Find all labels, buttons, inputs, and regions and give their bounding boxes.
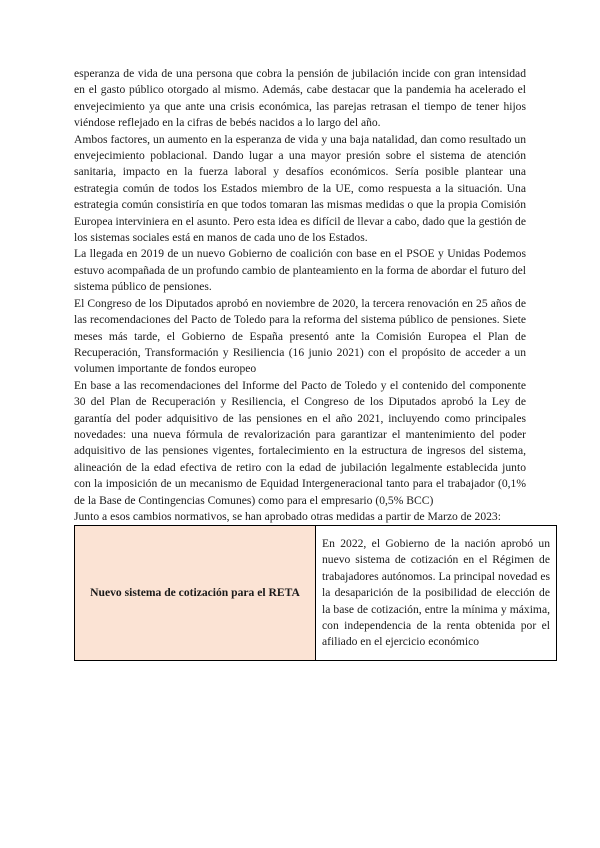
paragraph-pension-law: En base a las recomendaciones del Informe del Pacto de Toledo y el contenido del componente 30 del Plan de Recuperación y Resiliencia, el Congreso de los Diputados aprobó la Ley de garantía del poder adquisitivo de las pensiones en el año 2021, incluyendo como principales novedades: una nueva fórmula de revalorización para garantizar el mantenimiento del poder adquisitivo de las pensiones vigentes, fortalecimiento en la estructura de ingresos del sistema, alineación de la edad efectiva de retiro con la edad de jubilación legalmente establecida junto con la imposición de un mecanismo de Equidad Intergeneracional tanto para el trabajador (0,1% de la Base de Contingencias Comunes) como para el empresario (0,5% BCC) bbox=[74, 378, 526, 507]
paragraph-aging-population: Ambos factores, un aumento en la esperanza de vida y una baja natalidad, dan como resultado un envejecimiento poblacional. Dando lugar a una mayor presión sobre el sistema de atención sanitaria, impacto en la fuerza laboral y desafíos económicos. Sería posible plantear una estrategia común de todos los Estados miembro de la UE, como respuesta a la situación. Una estrategia común consistiría en que todos tomaran las mismas medidas o que la propia Comisión Europea interviniera en el asunto. Pero esta idea es difícil de llevar a cabo, dado que la gestión de los sistemas sociales está en manos de cada uno de los Estados. bbox=[74, 132, 526, 245]
paragraph-life-expectancy: esperanza de vida de una persona que cobra la pensión de jubilación incide con gran intensidad en el gasto público otorgado al mismo. Además, cabe destacar que la pandemia ha acelerado el envejecimiento ya que ante una crisis económica, las parejas retrasan el tiempo de tener hijos viéndose reflejado en la cifras de bebés nacidos a lo largo del año. bbox=[74, 67, 526, 130]
document-body bbox=[74, 66, 550, 661]
paragraph-coalition-government: La llegada en 2019 de un nuevo Gobierno de coalición con base en el PSOE y Unidas Podemos estuvo acompañada de un profundo cambio de planteamiento en la forma de abordar el futuro del sistema público de pensiones. bbox=[74, 247, 526, 294]
paragraph-other-measures: Junto a esos cambios normativos, se han aprobado otras medidas a partir de Marzo de 2023: bbox=[74, 509, 501, 523]
table-row bbox=[75, 526, 557, 661]
measure-label-cell: Nuevo sistema de cotización para el RETA bbox=[75, 526, 316, 661]
measures-table bbox=[74, 525, 557, 661]
paragraph-pacto-toledo: El Congreso de los Diputados aprobó en noviembre de 2020, la tercera renovación en 25 años de las recomendaciones del Pacto de Toledo para la reforma del sistema público de pensiones. Siete meses más tarde, el Gobierno de España presentó ante la Comisión Europea el Plan de Recuperación, Transformación y Resiliencia (16 junio 2021) con el propósito de acceder a un volumen importante de fondos europeo bbox=[74, 296, 526, 376]
measure-description-cell: En 2022, el Gobierno de la nación aprobó un nuevo sistema de cotización en el Régimen de trabajadores autónomos. La principal novedad es la desaparición de la posibilidad de elección de la base de cotización, entre la mínima y máxima, con independencia de la renta obtenida por el afiliado en el ejercicio económico bbox=[316, 526, 557, 661]
